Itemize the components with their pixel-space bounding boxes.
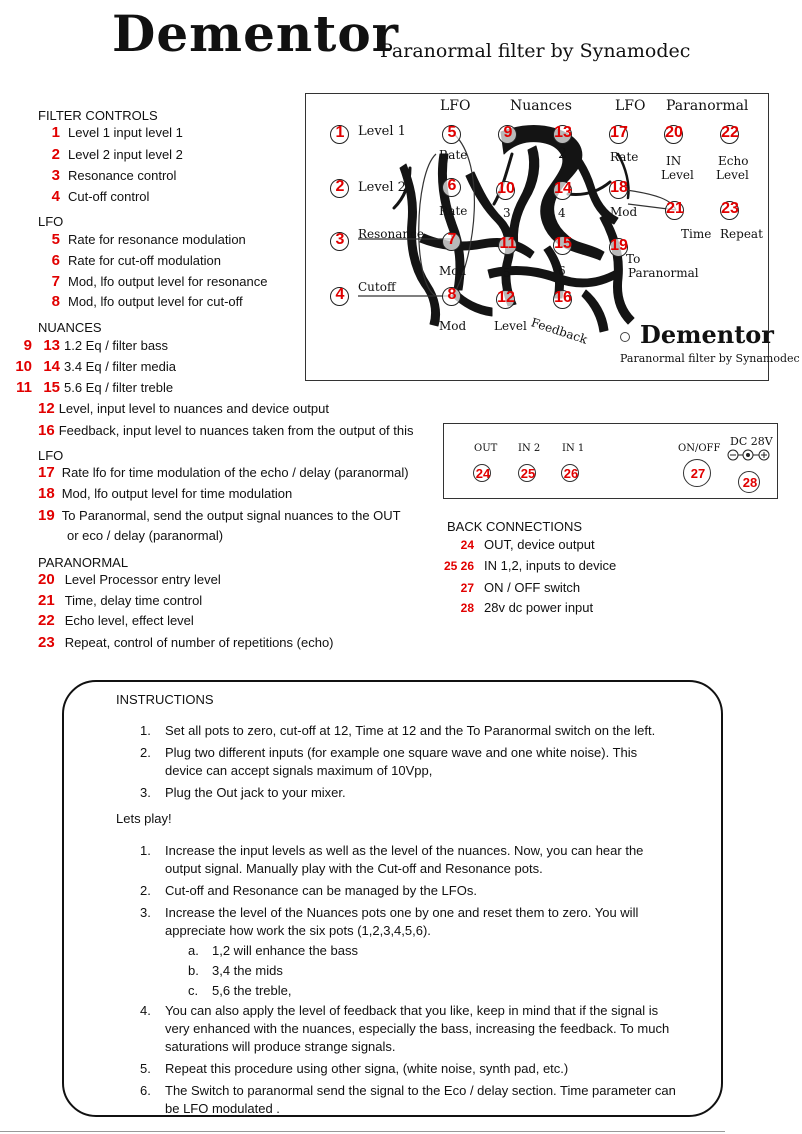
panel-header-lfo: LFO — [440, 98, 471, 114]
pot-16[interactable]: 16 — [553, 290, 572, 309]
pot-2[interactable]: 2 — [330, 179, 349, 198]
section-title-lfo-2: LFO — [38, 448, 64, 463]
legend-item: 20 Level Processor entry level — [38, 571, 221, 588]
panel-header-lfo-2: LFO — [615, 98, 646, 114]
pot-17[interactable]: 17 — [609, 125, 628, 144]
list-item: 6. The Switch to paranormal send the signal to the Eco / delay section. Time parameter can be LFO modulated . — [140, 1083, 676, 1116]
page-title: Dementor — [112, 4, 400, 63]
pot-21[interactable]: 21 — [665, 201, 684, 220]
label-in-level: IN — [666, 154, 682, 168]
label-time: Time — [681, 227, 712, 241]
instructions-box — [62, 680, 723, 1117]
label-nuance-4: 4 — [558, 206, 566, 220]
legend-item: 12 Level, input level to nuances and device output — [38, 400, 329, 417]
pot-19[interactable]: 19 — [609, 238, 628, 257]
pot-4[interactable]: 4 — [330, 287, 349, 306]
legend-item: 17 Rate lfo for time modulation of the echo / delay (paranormal) — [38, 464, 409, 481]
label-feedback: Feedback — [529, 315, 590, 347]
pot-11[interactable]: 11 — [498, 236, 517, 255]
list-item: 3. Plug the Out jack to your mixer. — [140, 785, 346, 800]
instructions-title: INSTRUCTIONS — [116, 692, 214, 707]
list-item: 1. Set all pots to zero, cut-off at 12, Time at 12 and the To Paranormal switch on the left. — [140, 723, 656, 738]
legend-item: 6 Rate for cut-off modulation — [51, 252, 221, 269]
play-list — [116, 842, 676, 1118]
legend-item: 24 OUT, device output — [460, 537, 595, 552]
list-item: 3. Increase the level of the Nuances pots one by one and reset them to zero. You will appreciate how work the six pots (1,2,3,4,5,6). — [140, 905, 639, 938]
label-resonance: Resonance — [358, 227, 424, 241]
legend-item: 10 14 3.4 Eq / filter media — [15, 358, 176, 375]
label-repeat: Repeat — [720, 227, 763, 241]
pot-18[interactable]: 18 — [609, 180, 628, 199]
legend-item: 19 To Paranormal, send the output signal nuances to the OUT — [38, 507, 401, 524]
on-off-switch[interactable]: 27 — [683, 459, 711, 487]
label-level: Level — [494, 319, 527, 333]
list-item: 4. You can also apply the level of feedback that you like, keep in mind that if the signal is very enhanced with the nuances, especially the bass, increasing the feedback. To much saturations will produce strange signals. — [140, 1003, 670, 1054]
dc-power-jack[interactable]: 28 — [738, 471, 760, 493]
label-mod: Mod — [610, 205, 638, 219]
label-level-1: Level 1 — [358, 124, 406, 139]
pot-7[interactable]: 7 — [442, 232, 461, 251]
pot-15[interactable]: 15 — [553, 236, 572, 255]
label-rate: Rate — [439, 148, 468, 162]
back-panel-diagram — [443, 423, 778, 499]
sub-list-item: c. 5,6 the treble, — [188, 983, 292, 998]
pot-20[interactable]: 20 — [664, 125, 683, 144]
legend-item: 1 Level 1 input level 1 — [51, 124, 183, 141]
legend-item: 11 15 5.6 Eq / filter treble — [16, 379, 174, 396]
label-in-level: Level — [661, 168, 694, 182]
section-title-lfo: LFO — [38, 214, 64, 229]
legend-item: 7 Mod, lfo output level for resonance — [51, 273, 268, 290]
legend-item: 2 Level 2 input level 2 — [51, 146, 183, 163]
pot-22[interactable]: 22 — [720, 125, 739, 144]
panel-logo: Dementor — [640, 320, 774, 349]
page-divider — [0, 1131, 725, 1132]
pot-5[interactable]: 5 — [442, 125, 461, 144]
legend-item: 3 Resonance control — [51, 167, 177, 184]
legend-item: 9 13 1.2 Eq / filter bass — [23, 337, 169, 354]
legend-item: 25 26 IN 1,2, inputs to device — [443, 558, 617, 573]
label-in-1: IN 1 — [562, 443, 585, 454]
dc-polarity-icon — [726, 448, 772, 462]
label-dc: DC 28V — [730, 435, 773, 448]
label-nuance-5: 5 — [503, 266, 511, 280]
label-nuance-6: 6 — [558, 264, 566, 278]
pot-13[interactable]: 13 — [553, 125, 572, 144]
legend-item: 22 Echo level, effect level — [38, 612, 194, 629]
lets-play-heading: Lets play! — [116, 811, 172, 826]
jack-in-2[interactable]: 25 — [518, 464, 536, 482]
legend-item: 8 Mod, lfo output level for cut-off — [51, 293, 243, 310]
to-paranormal-switch[interactable] — [620, 332, 630, 342]
pot-1[interactable]: 1 — [330, 125, 349, 144]
label-echo-level: Echo — [718, 154, 749, 168]
panel-header-nuances: Nuances — [510, 98, 572, 114]
legend-item: 27 ON / OFF switch — [460, 580, 581, 595]
section-title-nuances: NUANCES — [38, 320, 102, 335]
legend-item: 4 Cut-off control — [51, 188, 150, 205]
jack-in-1[interactable]: 26 — [561, 464, 579, 482]
label-on-off: ON/OFF — [678, 443, 721, 454]
label-nuance-2: 2 — [558, 146, 567, 162]
label-nuance-3: 3 — [503, 206, 511, 220]
pot-10[interactable]: 10 — [496, 181, 515, 200]
section-title-paranormal: PARANORMAL — [38, 555, 129, 570]
legend-continuation: or eco / delay (paranormal) — [67, 528, 224, 543]
legend-item: 21 Time, delay time control — [38, 592, 203, 609]
pot-23[interactable]: 23 — [720, 201, 739, 220]
list-item: 2. Plug two different inputs (for example one square wave and one white noise). This device can accept signals maximum of 10Vpp, — [140, 745, 638, 778]
label-echo-level: Level — [716, 168, 749, 182]
pot-3[interactable]: 3 — [330, 232, 349, 251]
list-item: 2. Cut-off and Resonance can be managed by the LFOs. — [140, 883, 477, 898]
back-connections-title: BACK CONNECTIONS — [447, 519, 583, 534]
pot-9[interactable]: 9 — [498, 125, 517, 144]
section-title-filter: FILTER CONTROLS — [38, 108, 158, 123]
label-to-paranormal: To — [626, 252, 641, 266]
pot-8[interactable]: 8 — [442, 287, 461, 306]
setup-list — [116, 722, 676, 802]
pot-12[interactable]: 12 — [496, 290, 515, 309]
label-rate: Rate — [610, 150, 639, 164]
page-subtitle: Paranormal filter by Synamodec — [380, 40, 691, 62]
jack-out[interactable]: 24 — [473, 464, 491, 482]
sub-list-item: a. 1,2 will enhance the bass — [188, 943, 358, 958]
label-rate: Rate — [439, 204, 468, 218]
label-mod: Mod — [439, 319, 467, 333]
label-in-2: IN 2 — [518, 443, 541, 454]
label-out: OUT — [474, 443, 498, 454]
panel-header-paranormal: Paranormal — [666, 98, 749, 114]
label-to-paranormal: Paranormal — [628, 266, 699, 280]
legend-item: 18 Mod, lfo output level for time modulation — [38, 485, 293, 502]
sub-list-item: b. 3,4 the mids — [188, 963, 283, 978]
legend-item: 23 Repeat, control of number of repetitions (echo) — [38, 634, 334, 651]
legend-item: 28 28v dc power input — [460, 600, 594, 615]
label-mod: Mod — [439, 264, 467, 278]
legend-item: 5 Rate for resonance modulation — [51, 231, 246, 248]
label-level-2: Level 2 — [358, 180, 406, 195]
legend-item: 16 Feedback, input level to nuances taken from the output of this — [38, 422, 414, 439]
label-cutoff: Cutoff — [358, 280, 396, 294]
front-panel-diagram — [305, 93, 800, 381]
list-item: 1. Increase the input levels as well as the level of the nuances. Now, you can hear the output signal. Manually play with the Cut-off and Resonance pots. — [140, 843, 644, 876]
pot-14[interactable]: 14 — [553, 181, 572, 200]
pot-6[interactable]: 6 — [442, 178, 461, 197]
panel-logo-subtitle: Paranormal filter by Synamodec — [620, 352, 800, 365]
list-item: 5. Repeat this procedure using other signa, (white noise, synth pad, etc.) — [140, 1061, 569, 1076]
